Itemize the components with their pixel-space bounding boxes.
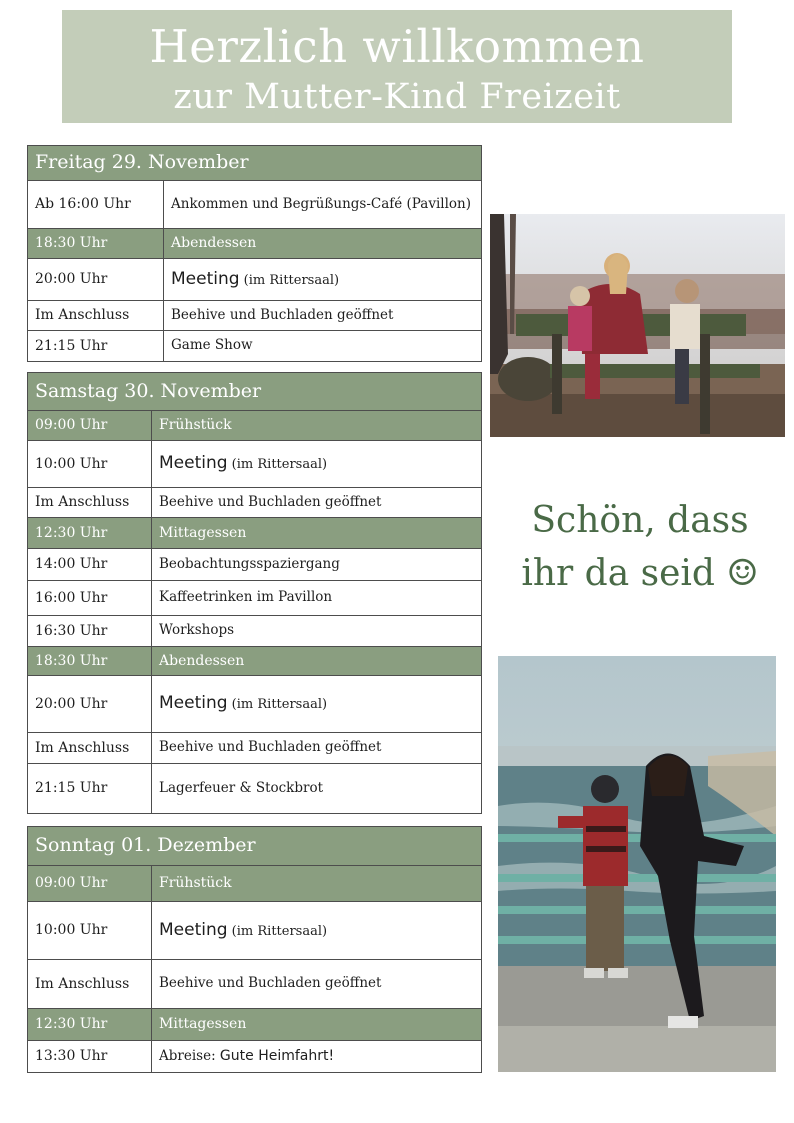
- event-cell: Beehive und Buchladen geöffnet: [164, 301, 482, 331]
- table-row: [28, 441, 482, 488]
- table-row-meal: [28, 866, 482, 902]
- farewell-label: Gute Heimfahrt!: [219, 1048, 335, 1065]
- table-row: [28, 581, 482, 616]
- schedule-saturday: [27, 372, 482, 814]
- meeting-location: (im Rittersaal): [227, 923, 328, 939]
- time-cell: Ab 16:00 Uhr: [28, 181, 164, 229]
- time-cell: Im Anschluss: [28, 960, 152, 1009]
- meeting-location: (im Rittersaal): [227, 457, 328, 473]
- departure-prefix: Abreise:: [159, 1048, 220, 1065]
- time-cell: 16:00 Uhr: [28, 581, 152, 616]
- time-cell: Im Anschluss: [28, 301, 164, 331]
- time-cell: 21:15 Uhr: [28, 331, 164, 362]
- photo-family-bench: [490, 214, 785, 437]
- event-cell: Frühstück: [152, 411, 482, 441]
- schedule-friday: [27, 145, 482, 362]
- event-cell: Game Show: [164, 331, 482, 362]
- table-row-meal: [28, 1009, 482, 1041]
- photo-mother-child-sea: [498, 656, 776, 1072]
- family-bench-image: [490, 214, 785, 437]
- day-header: [28, 373, 482, 411]
- event-cell: Abendessen: [152, 647, 482, 676]
- event-cell: Ankommen und Begrüßungs-Café (Pavillon): [164, 181, 482, 229]
- meeting-label: Meeting: [159, 919, 228, 940]
- meeting-label: Meeting: [159, 453, 228, 474]
- table-row: [28, 764, 482, 814]
- time-cell: Im Anschluss: [28, 488, 152, 518]
- day-title: Samstag 30. November: [28, 373, 482, 411]
- time-cell: 09:00 Uhr: [28, 866, 152, 902]
- event-cell: Frühstück: [152, 866, 482, 902]
- event-cell: Mittagessen: [152, 1009, 482, 1041]
- table-row: [28, 733, 482, 764]
- meeting-location: (im Rittersaal): [239, 272, 340, 288]
- event-cell: Beobachtungsspaziergang: [152, 549, 482, 581]
- table-row: [28, 960, 482, 1009]
- time-cell: 14:00 Uhr: [28, 549, 152, 581]
- table-row: [28, 301, 482, 331]
- table-row: [28, 331, 482, 362]
- meeting-label: Meeting: [159, 693, 228, 714]
- welcome-banner: [62, 10, 732, 123]
- meeting-location: (im Rittersaal): [227, 697, 328, 713]
- time-cell: Im Anschluss: [28, 733, 152, 764]
- time-cell: 10:00 Uhr: [28, 441, 152, 488]
- time-cell: 09:00 Uhr: [28, 411, 152, 441]
- time-cell: 12:30 Uhr: [28, 518, 152, 549]
- event-cell: Beehive und Buchladen geöffnet: [152, 960, 482, 1009]
- banner-subtitle: zur Mutter-Kind Freizeit: [173, 77, 621, 117]
- event-cell: Kaffeetrinken im Pavillon: [152, 581, 482, 616]
- time-cell: 12:30 Uhr: [28, 1009, 152, 1041]
- table-row-meal: [28, 411, 482, 441]
- event-cell: [152, 441, 482, 488]
- event-cell: Beehive und Buchladen geöffnet: [152, 488, 482, 518]
- table-row: [28, 676, 482, 733]
- time-cell: 18:30 Uhr: [28, 647, 152, 676]
- table-row: [28, 1041, 482, 1073]
- event-cell: Beehive und Buchladen geöffnet: [152, 733, 482, 764]
- table-row-meal: [28, 647, 482, 676]
- greeting-line-1: Schön, dass: [531, 500, 749, 541]
- table-row: [28, 259, 482, 301]
- time-cell: 21:15 Uhr: [28, 764, 152, 814]
- event-cell: Mittagessen: [152, 518, 482, 549]
- time-cell: 20:00 Uhr: [28, 259, 164, 301]
- time-cell: 16:30 Uhr: [28, 616, 152, 647]
- event-cell: Abendessen: [164, 229, 482, 259]
- time-cell: 20:00 Uhr: [28, 676, 152, 733]
- time-cell: 10:00 Uhr: [28, 902, 152, 960]
- event-cell: [152, 676, 482, 733]
- greeting: [505, 494, 775, 600]
- schedule-sunday: [27, 826, 482, 1073]
- event-cell: [152, 1041, 482, 1073]
- table-row-meal: [28, 229, 482, 259]
- table-row-meal: [28, 518, 482, 549]
- event-cell: Lagerfeuer & Stockbrot: [152, 764, 482, 814]
- day-header: [28, 827, 482, 866]
- banner-title: Herzlich willkommen: [149, 20, 645, 73]
- time-cell: 13:30 Uhr: [28, 1041, 152, 1073]
- event-cell: [152, 902, 482, 960]
- table-row: [28, 488, 482, 518]
- event-cell: Workshops: [152, 616, 482, 647]
- meeting-label: Meeting: [171, 268, 240, 289]
- table-row: [28, 549, 482, 581]
- mother-child-sea-image: [498, 656, 776, 1072]
- time-cell: 18:30 Uhr: [28, 229, 164, 259]
- greeting-line-2: ihr da seid ☺: [521, 553, 759, 594]
- event-cell: [164, 259, 482, 301]
- day-title: Freitag 29. November: [28, 146, 482, 181]
- table-row: [28, 616, 482, 647]
- table-row: [28, 902, 482, 960]
- day-title: Sonntag 01. Dezember: [28, 827, 482, 866]
- table-row: [28, 181, 482, 229]
- day-header: [28, 146, 482, 181]
